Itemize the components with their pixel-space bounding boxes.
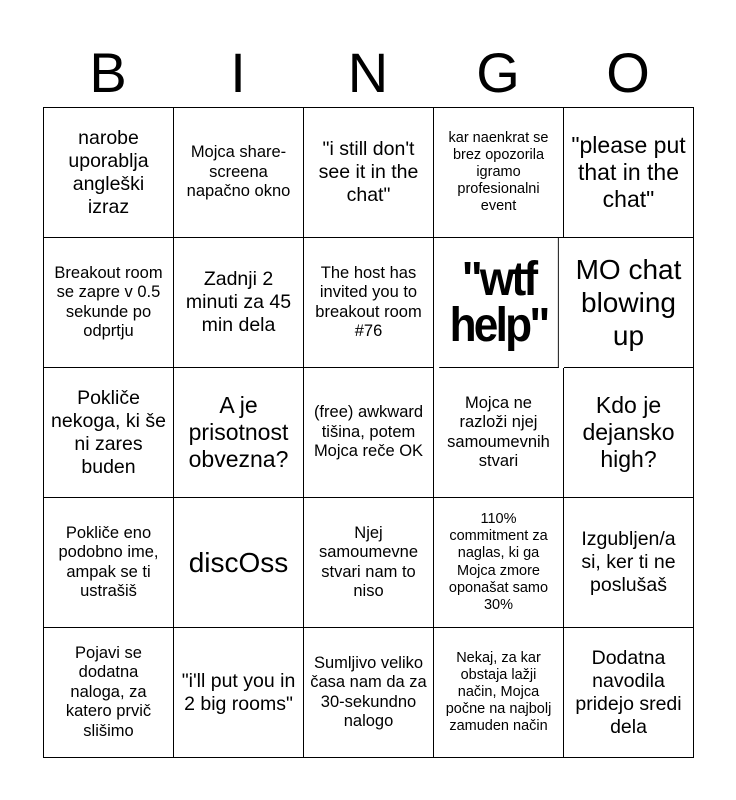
header-letter-n: N [347, 41, 389, 104]
bingo-cell: (free) awkward tišina, potem Mojca reče OK [304, 368, 434, 498]
bingo-cell: narobe uporablja angleški izraz [44, 108, 174, 238]
bingo-cell: Breakout room se zapre v 0.5 sekunde po odprtju [44, 238, 174, 368]
bingo-cell: Kdo je dejansko high? [564, 368, 694, 498]
header-letter-b: B [89, 41, 127, 104]
bingo-cell: discOss [174, 498, 304, 628]
bingo-cell-center: "wtf help" [439, 238, 559, 368]
header-letter-g: G [476, 41, 520, 104]
bingo-cell: Pokliče eno podobno ime, ampak se ti ustrašiš [44, 498, 174, 628]
bingo-grid [43, 107, 694, 758]
bingo-cell: "i'll put you in 2 big rooms" [174, 628, 304, 758]
bingo-cell: 110% commitment za naglas, ki ga Mojca zmore oponašat samo 30% [434, 498, 564, 628]
header-letter-o: O [606, 41, 650, 104]
bingo-cell: Pojavi se dodatna naloga, za katero prvič slišimo [44, 628, 174, 758]
bingo-cell: "please put that in the chat" [564, 108, 694, 238]
bingo-cell: Mojca ne razloži njej samoumevnih stvari [434, 368, 564, 498]
bingo-cell: Sumljivo veliko časa nam da za 30-sekundno nalogo [304, 628, 434, 758]
bingo-cell: kar naenkrat se brez opozorila igramo profesionalni event [434, 108, 564, 238]
bingo-cell: Pokliče nekoga, ki še ni zares buden [44, 368, 174, 498]
bingo-cell: "i still don't see it in the chat" [304, 108, 434, 238]
bingo-cell: Nekaj, za kar obstaja lažji način, Mojca počne na najbolj zamuden način [434, 628, 564, 758]
bingo-cell: A je prisotnost obvezna? [174, 368, 304, 498]
bingo-header [43, 42, 693, 104]
bingo-cell: Zadnji 2 minuti za 45 min dela [174, 238, 304, 368]
bingo-cell: Njej samoumevne stvari nam to niso [304, 498, 434, 628]
bingo-cell: Dodatna navodila pridejo sredi dela [564, 628, 694, 758]
bingo-cell: The host has invited you to breakout room #76 [304, 238, 434, 368]
header-letter-i: I [230, 41, 246, 104]
bingo-cell: Mojca share-screena napačno okno [174, 108, 304, 238]
bingo-cell: Izgubljen/a si, ker ti ne poslušaš [564, 498, 694, 628]
bingo-cell: MO chat blowing up [564, 238, 694, 368]
